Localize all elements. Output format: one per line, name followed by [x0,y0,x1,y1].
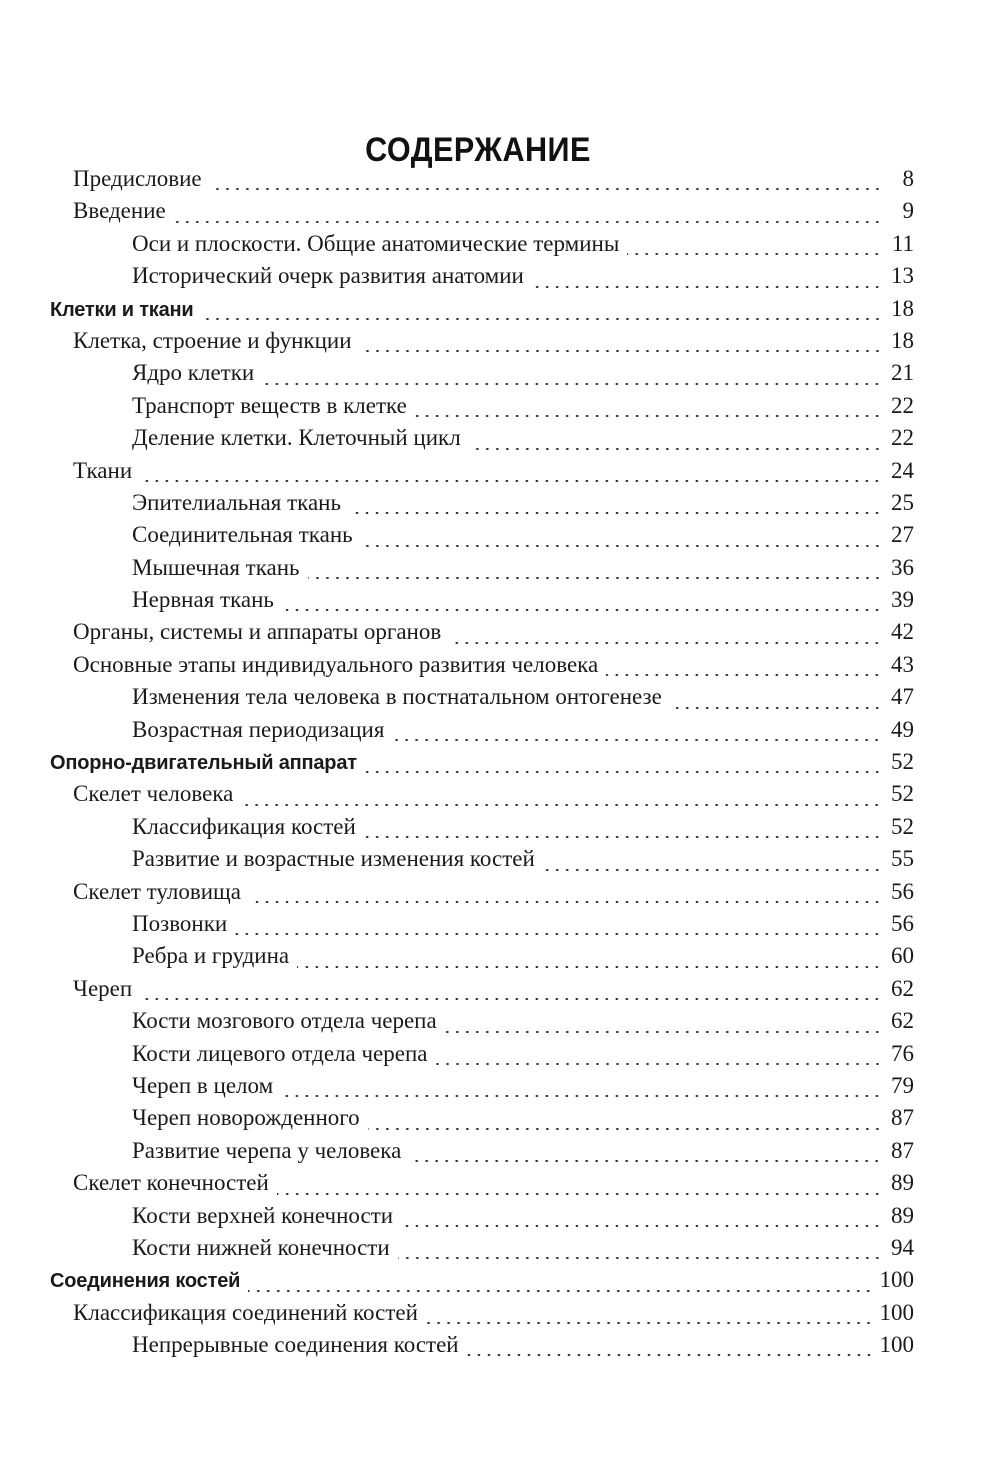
toc-page-number: 9 [902,198,914,224]
toc-page-number: 56 [891,878,914,904]
toc-entry-title: Непрерывные соединения костей [132,1332,459,1358]
toc-subchapter-entry [0,522,1000,554]
dot-leader [282,609,882,611]
toc-entry-title: Кости лицевого отдела черепа [132,1040,428,1066]
dot-leader [449,642,882,644]
table-of-contents [0,166,1000,1364]
toc-entry-title: Предисловие [73,166,202,191]
toc-entry-title: Ядро клетки [132,360,255,386]
toc-subchapter-entry [0,911,1000,943]
toc-subchapter-entry [0,1041,1000,1073]
toc-page-number: 79 [891,1072,914,1098]
toc-entry-title: Череп в целом [132,1072,274,1098]
toc-entry-title: Ребра и грудина [132,943,290,969]
toc-subchapter-entry [0,846,1000,878]
dot-leader [241,804,882,806]
toc-entry-title: Введение [73,198,166,224]
toc-subchapter-entry [0,943,1000,975]
toc-page-number: 87 [891,1105,914,1131]
toc-page-number: 39 [891,587,914,613]
toc-page-number: 43 [891,651,914,677]
toc-page-number: 49 [891,716,914,742]
toc-subchapter-entry [0,587,1000,619]
dot-leader [210,188,882,190]
toc-chapter-entry [0,976,1000,1008]
toc-entry-title: Соединения костей [50,1270,241,1293]
toc-page-number: 21 [891,360,914,386]
toc-entry-title: Позвонки [132,910,228,936]
dot-leader [415,415,882,417]
toc-page-number: 87 [891,1137,914,1163]
toc-page-number: 13 [891,263,914,289]
toc-page-number: 36 [891,554,914,580]
dot-leader [606,674,882,676]
dot-leader [281,1095,882,1097]
toc-section-entry [0,1267,1000,1299]
dot-leader [248,1290,873,1292]
toc-page-number: 100 [879,1299,914,1325]
toc-entry-title: Возрастная периодизация [132,716,385,742]
toc-page-number: 22 [891,392,914,418]
toc-entry-title: Клетки и ткани [50,298,194,321]
dot-leader [627,253,882,255]
toc-subchapter-entry [0,263,1000,295]
toc-page-number: 27 [891,522,914,548]
dot-leader [174,221,882,223]
toc-subchapter-entry [0,1073,1000,1105]
toc-subchapter-entry [0,1105,1000,1137]
toc-page-number: 18 [891,295,914,321]
page-title: СОДЕРЖАНИЕ [365,130,591,169]
toc-chapter-entry [0,328,1000,360]
toc-entry-title: Кости мозгового отдела черепа [132,1008,437,1034]
dot-leader [426,1322,874,1324]
toc-entry-title: Развитие черепа у человека [132,1137,402,1163]
dot-leader [140,480,882,482]
toc-section-entry [0,749,1000,781]
toc-entry-title: Развитие и возрастные изменения костей [132,846,535,872]
dot-leader [262,383,882,385]
toc-entry-title: Органы, системы и аппараты органов [73,619,442,645]
toc-chapter-entry [0,458,1000,490]
toc-entry-title: Скелет конечностей [73,1170,269,1196]
toc-page-number: 55 [891,846,914,872]
toc-entry-title: Классификация соединений костей [73,1299,418,1325]
toc-entry-title: Кости верхней конечности [132,1202,394,1228]
toc-entry-title: Ткани [73,457,133,483]
toc-section-entry [0,296,1000,328]
toc-page-number: 60 [891,943,914,969]
toc-subchapter-entry [0,814,1000,846]
toc-page-number: 100 [879,1332,914,1358]
dot-leader [360,350,882,352]
toc-entry-title: Опорно-двигательный аппарат [50,752,357,775]
toc-entry-title: Клетка, строение и функции [73,327,352,353]
toc-entry-title: Соединительная ткань [132,522,353,548]
toc-entry-title: Оси и плоскости. Общие анатомические термины [132,230,620,256]
toc-page-number: 100 [879,1267,914,1293]
toc-entry-title: Скелет туловища [73,878,241,904]
dot-leader [467,1354,874,1356]
dot-leader [249,901,882,903]
dot-leader [409,1160,882,1162]
toc-subchapter-entry [0,360,1000,392]
toc-chapter-entry [0,198,1000,230]
dot-leader [365,771,882,773]
toc-page-number: 25 [891,489,914,515]
toc-page-number: 56 [891,910,914,936]
toc-page-number: 52 [891,749,914,775]
toc-page-number: 22 [891,425,914,451]
toc-page-number: 52 [891,813,914,839]
toc-page-number: 89 [891,1202,914,1228]
toc-page-number: 76 [891,1040,914,1066]
toc-entry-title: Череп [73,975,133,1001]
toc-subchapter-entry [0,393,1000,425]
dot-leader [297,966,882,968]
toc-page-number: 94 [891,1234,914,1260]
toc-chapter-entry [0,619,1000,651]
toc-entry-title: Эпителиальная ткань [132,489,341,515]
toc-subchapter-entry [0,1332,1000,1364]
dot-leader [364,836,882,838]
dot-leader [349,512,882,514]
toc-entry-title: Транспорт веществ в клетке [132,392,407,418]
toc-chapter-entry [0,879,1000,911]
toc-page-number: 62 [891,1008,914,1034]
toc-subchapter-entry [0,490,1000,522]
dot-leader [445,1031,882,1033]
dot-leader [398,1257,882,1259]
toc-page-number: 8 [902,166,914,191]
toc-page-number: 89 [891,1170,914,1196]
toc-subchapter-entry [0,555,1000,587]
toc-subchapter-entry [0,1203,1000,1235]
dot-leader [532,286,882,288]
toc-entry-title: Скелет человека [73,781,234,807]
toc-chapter-entry [0,652,1000,684]
dot-leader [202,318,882,320]
dot-leader [436,1063,883,1065]
dot-leader [368,1128,882,1130]
toc-entry-title: Исторический очерк развития анатомии [132,263,524,289]
toc-entry-title: Череп новорожденного [132,1105,360,1131]
toc-subchapter-entry [0,425,1000,457]
toc-page-number: 24 [891,457,914,483]
toc-page-number: 11 [891,230,914,256]
toc-entry-title: Мышечная ткань [132,554,300,580]
dot-leader [543,869,882,871]
toc-chapter-entry [0,781,1000,813]
dot-leader [277,1193,882,1195]
toc-page-number: 52 [891,781,914,807]
dot-leader [401,1225,882,1227]
toc-entry-title: Классификация костей [132,813,356,839]
toc-subchapter-entry [0,717,1000,749]
toc-page-number: 47 [891,684,914,710]
toc-entry-title: Нервная ткань [132,587,274,613]
toc-subchapter-entry [0,231,1000,263]
toc-entry-title: Деление клетки. Клеточный цикл [132,425,461,451]
dot-leader [670,707,882,709]
dot-leader [361,545,882,547]
toc-entry-title: Кости нижней конечности [132,1234,390,1260]
toc-subchapter-entry [0,1008,1000,1040]
dot-leader [392,739,882,741]
toc-entry-title: Изменения тела человека в постнатальном онтогенезе [132,684,662,710]
dot-leader [140,998,882,1000]
dot-leader [235,933,882,935]
toc-subchapter-entry [0,1138,1000,1170]
toc-entry-title: Основные этапы индивидуального развития человека [73,651,599,677]
toc-chapter-entry [0,1300,1000,1332]
dot-leader [469,448,882,450]
toc-chapter-entry [0,166,1000,198]
toc-subchapter-entry [0,1235,1000,1267]
toc-page-number: 42 [891,619,914,645]
toc-subchapter-entry [0,684,1000,716]
toc-page-number: 62 [891,975,914,1001]
toc-page-number: 18 [891,327,914,353]
dot-leader [308,577,882,579]
toc-chapter-entry [0,1170,1000,1202]
